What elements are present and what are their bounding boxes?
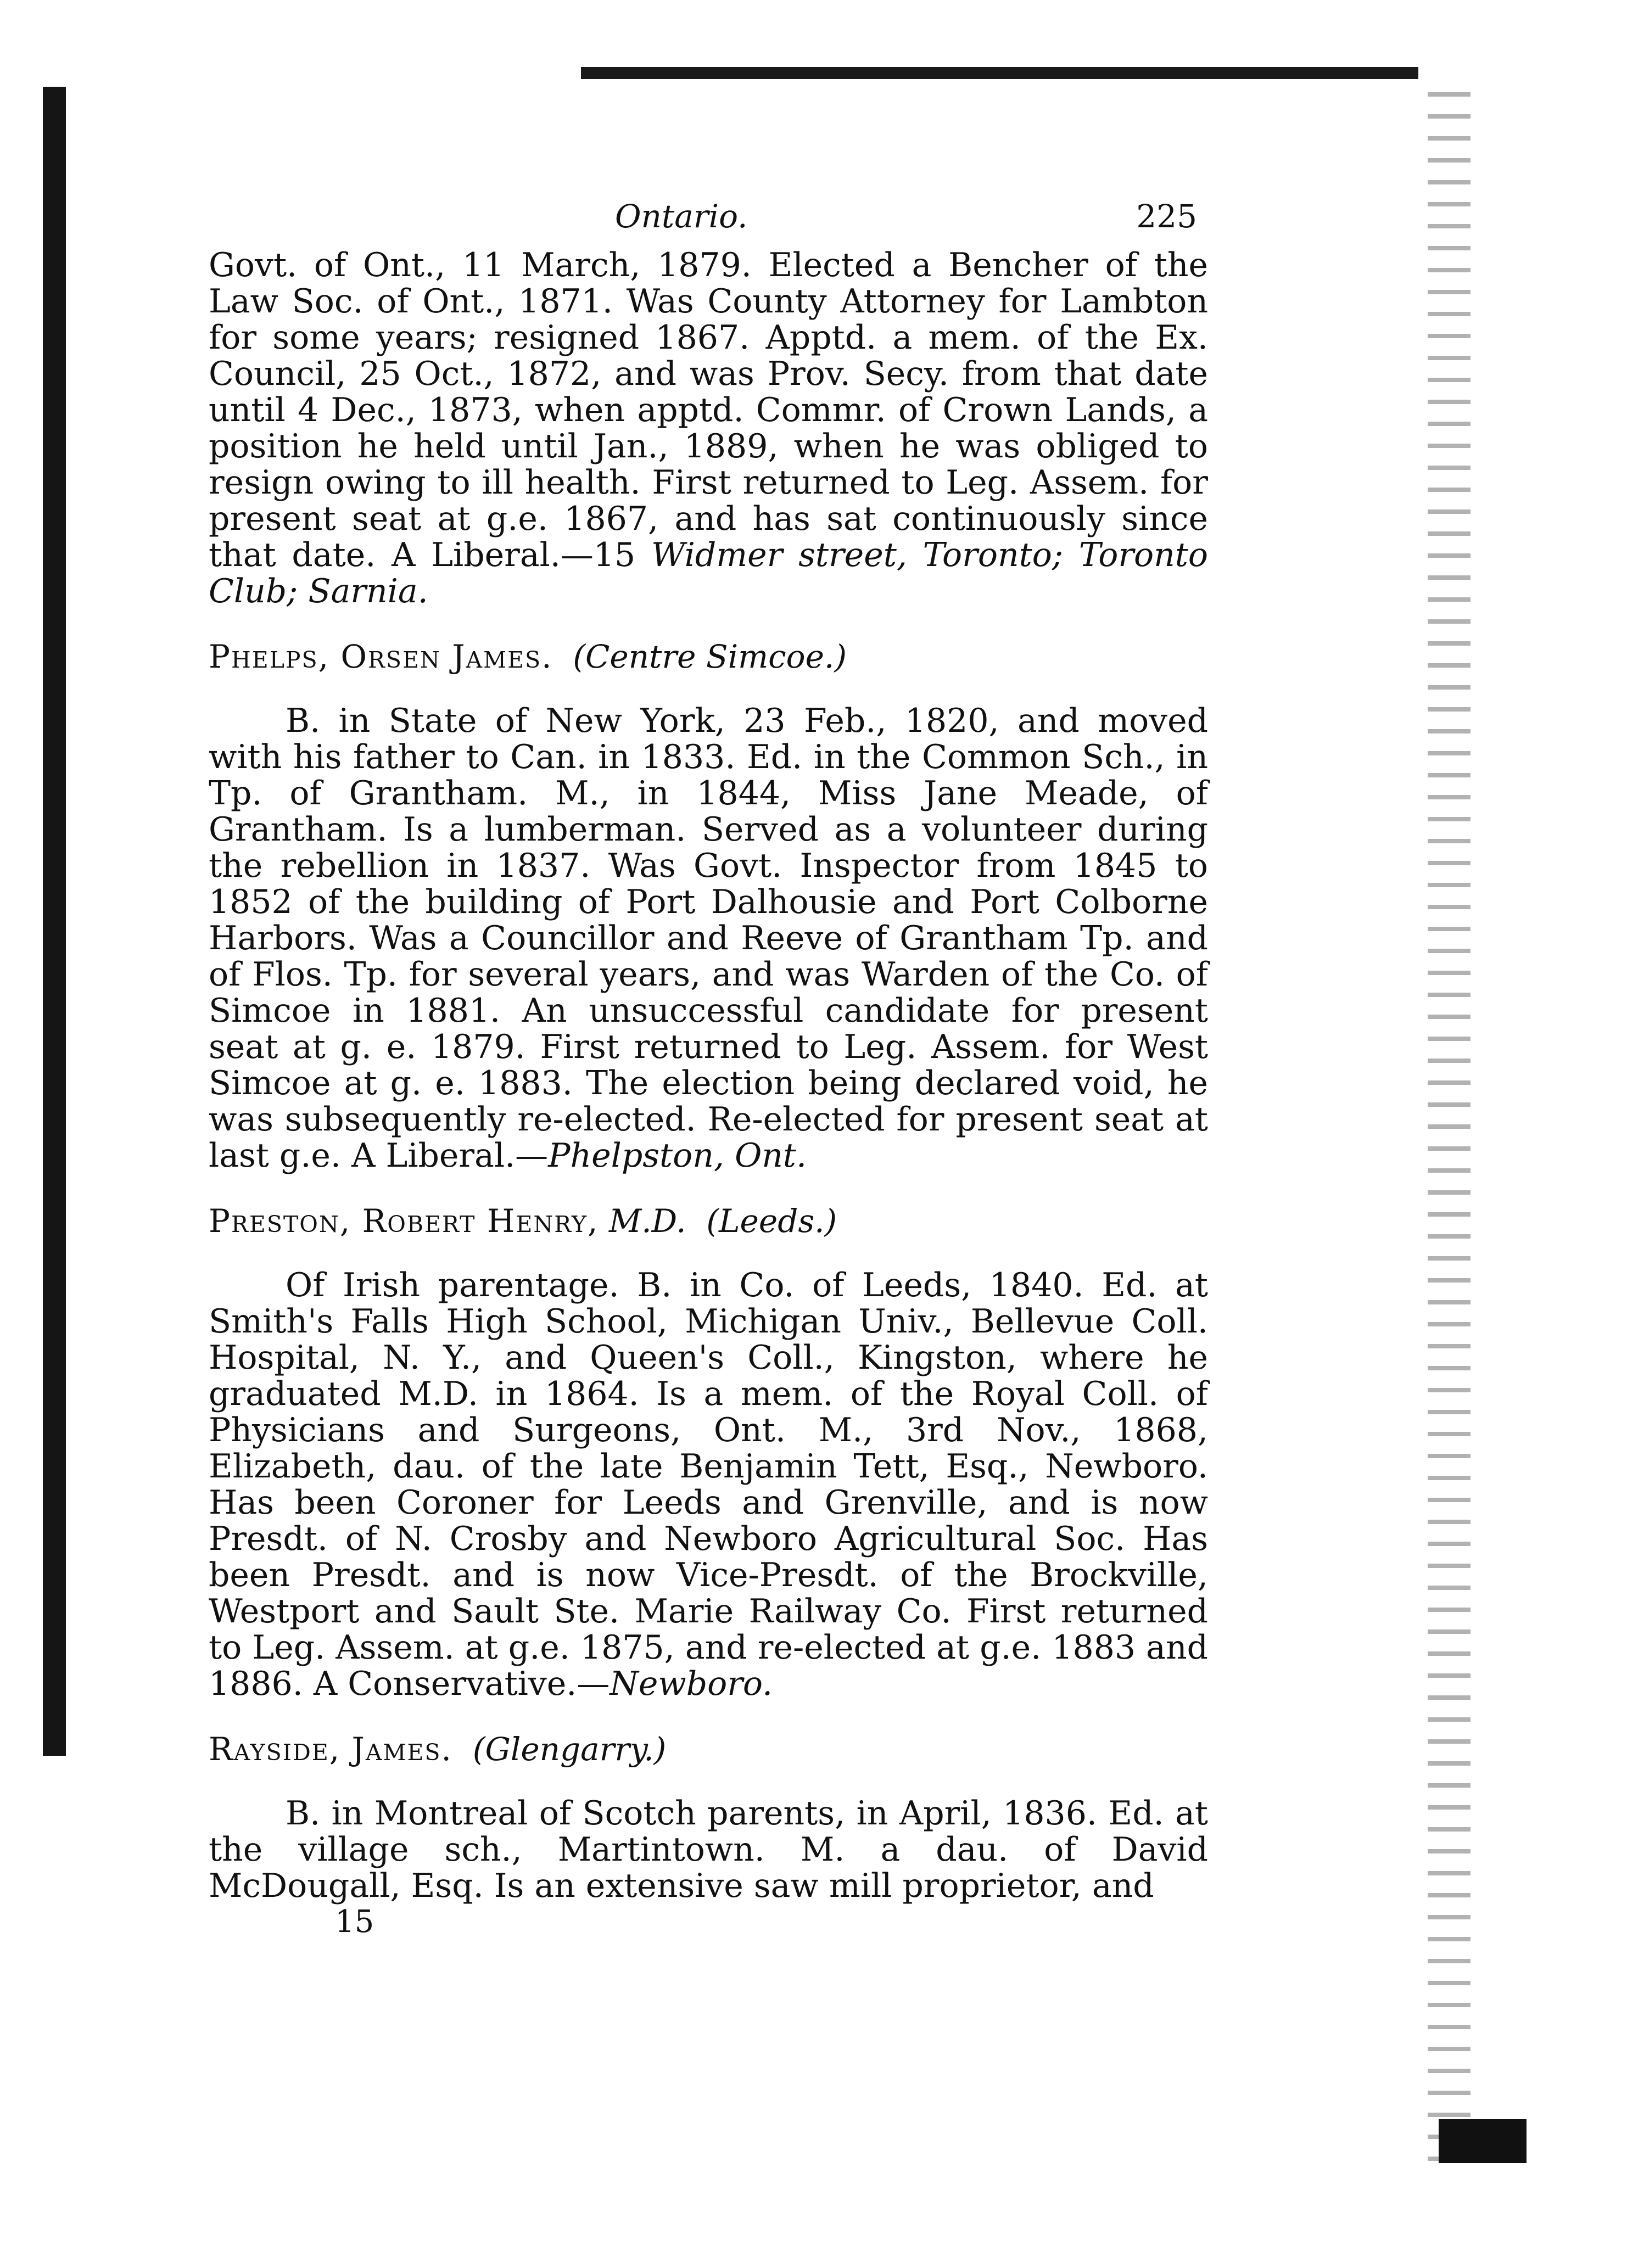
running-head [209,198,1208,247]
entry-text: B. in Montreal of Scotch parents, in April, 1836. Ed. at the village sch., Martintown. M. a dau. of David McDougall, Esq. Is an extensive saw mill proprietor, and [209,1794,1208,1905]
entry-constituency: (Glengarry.) [472,1731,667,1768]
entry-degree: M.D. [608,1202,686,1240]
scan-margin-top [581,67,1418,79]
scan-margin-right [1428,82,1471,2169]
signature-mark: 15 [335,1904,374,1940]
entry-constituency: (Centre Simcoe.) [573,638,847,675]
entry-address: Newboro. [610,1665,773,1703]
continued-entry-text: Govt. of Ont., 11 March, 1879. Elected a Bencher of the Law Soc. of Ont., 1871. Was County Attorney for Lambton for some years; resigned 1867. Apptd. a mem. of the Ex. Council, 25 Oct., 1872, and was Prov. Secy. from that date until 4 Dec., 1873, when apptd. Commr. of Crown Lands, a position he held until Jan., 1889, when he was obliged to resign owing to ill health. First returned to Leg. Assem. for present seat at g.e. 1867, and has sat continuously since that date. A Liberal.—15 [209,246,1208,574]
entry-constituency: (Leeds.) [706,1202,837,1240]
entry-heading-phelps [209,638,1208,675]
scan-margin-left [43,87,66,1756]
entry-text: Of Irish parentage. B. in Co. of Leeds, 1840. Ed. at Smith's Falls High School, Michigan Univ., Bellevue Coll. Hospital, N. Y., and Queen's Coll., Kingston, where he graduated M.D. in 1864. Is a mem. of the Royal Coll. of Physicians and Surgeons, Ont. M., 3rd Nov., 1868, Elizabeth, dau. of the late Benjamin Tett, Esq., Newboro. Has been Coroner for Leeds and Grenville, and is now Presdt. of N. Crosby and Newboro Agricultural Soc. Has been Presdt. and is now Vice-Presdt. of the Brockville, Westport and Sault Ste. Marie Railway Co. First returned to Leg. Assem. at g.e. 1875, and re-elected at g.e. 1883 and 1886. A Conservative.— [209,1266,1208,1703]
entry-name: Preston, Robert Henry, [209,1202,599,1240]
continued-entry [209,247,1208,609]
entry-heading-preston [209,1202,1208,1240]
entry-name: Rayside, James. [209,1731,452,1768]
entry-text: B. in State of New York, 23 Feb., 1820, and moved with his father to Can. in 1833. Ed. in the Common Sch., in Tp. of Grantham. M., in 1844, Miss Jane Meade, of Grantham. Is a lumberman. Served as a volunteer during the rebellion in 1837. Was Govt. Inspector from 1845 to 1852 of the building of Port Dalhousie and Port Colborne Harbors. Was a Councillor and Reeve of Grantham Tp. and of Flos. Tp. for several years, and was Warden of the Co. of Simcoe in 1881. An unsuccessful candidate for present seat at g. e. 1879. First returned to Leg. Assem. for West Simcoe at g. e. 1883. The election being declared void, he was subsequently re-elected. Re-elected for present seat at last g.e. A Liberal.— [209,702,1208,1175]
entry-body-phelps [209,703,1208,1174]
page-number: 225 [1136,198,1197,235]
entry-address: Phelpston, Ont. [548,1136,807,1175]
entry-heading-rayside [209,1731,1208,1768]
entry-body-rayside [209,1795,1208,1904]
entry-name: Phelps, Orsen James. [209,638,553,675]
entry-body-preston [209,1267,1208,1702]
scan-corner-mark [1439,2119,1527,2163]
running-title: Ontario. [615,198,748,235]
continued-entry-address: Widmer street, Toronto; Toronto Club; Sarnia. [209,536,1209,611]
book-page [209,198,1208,1940]
